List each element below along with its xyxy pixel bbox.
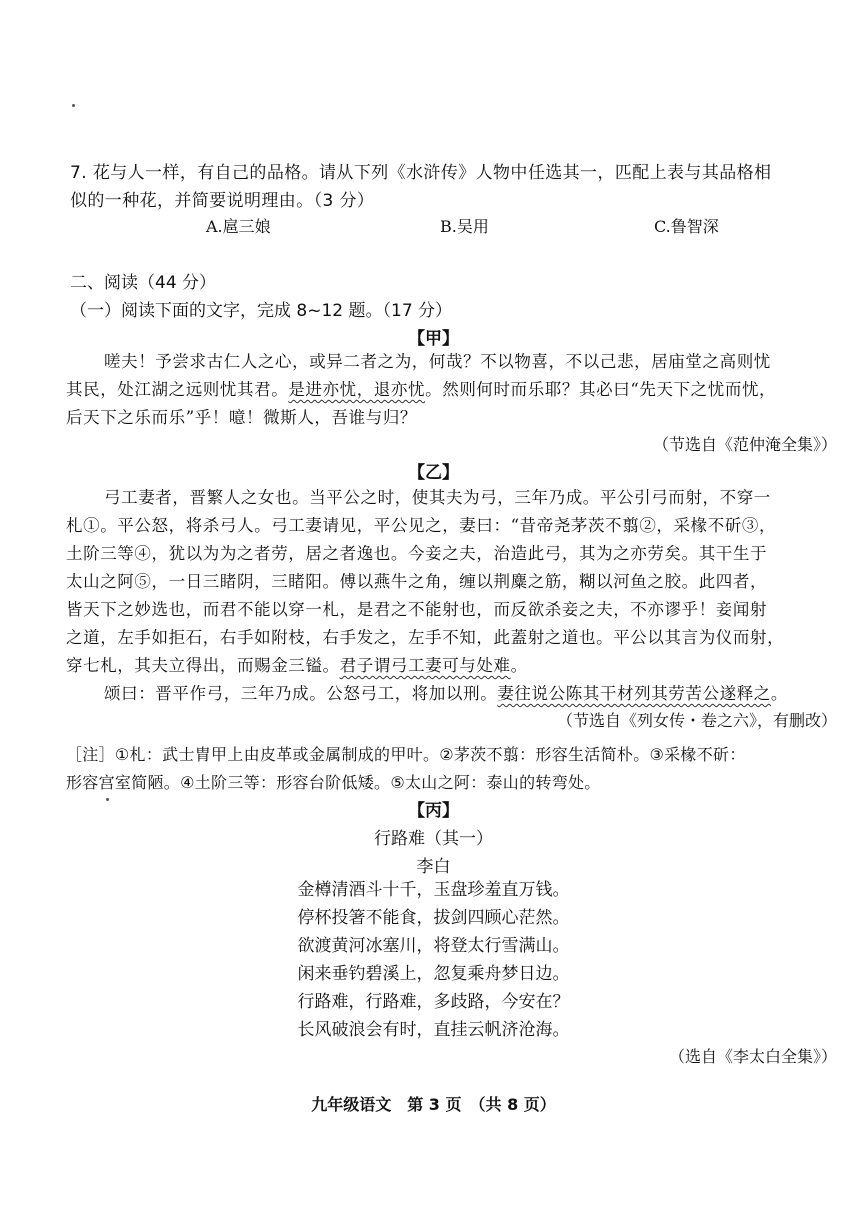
question-7-line-2: 似的一种花，并简要说明理由。（3 分）: [70, 191, 375, 211]
poem-author: 李白: [416, 857, 451, 877]
jia-source: （节选自《范仲淹全集》）: [652, 435, 837, 454]
jia-passage-cont: [66, 376, 846, 432]
poem-line: 闲来垂钓碧溪上，忽复乘舟梦日边。: [297, 964, 570, 984]
poem-line: 金樽清酒斗十千，玉盘珍羞直万钱。: [297, 880, 570, 900]
jia-line-2: [66, 376, 846, 404]
yi-line-6: 之道，左手如拒石，右手如附枝，右手发之，左手不知，此蓋射之道也。平公以其言为仪而射，: [66, 628, 785, 647]
jia-line-3: 后天下之乐而乐”乎！噫！微斯人，吾谁与归？: [66, 408, 418, 427]
yi-line-7: [66, 652, 846, 680]
option-b: B.吴用: [440, 217, 489, 236]
jia-line-2-a: 其民，处江湖之远则忧其君。: [66, 380, 289, 399]
page-footer: 九年级语文 第 3 页 （共 8 页）: [311, 1095, 556, 1114]
yi-line-5: 皆天下之妙选也，而君不能以穿一札，是君之不能射也，而反欲杀妾之夫，不亦谬乎！妾闻射: [66, 600, 768, 619]
question-7-line-1: 7. 花与人一样，有自己的品格。请从下列《水浒传》人物中任选其一，匹配上表与其品格相: [70, 163, 772, 183]
jia-underlined-sentence: 是进亦忧，退亦忧: [288, 380, 426, 399]
jia-line-2-c: 。然则何时而乐耶？其必曰“先天下之忧而忧，: [425, 380, 777, 399]
notes-line-1: ［注］①札：武士胄甲上由皮革或金属制成的甲叶。②茅茨不翦：形容生活简朴。③采椽不斫：: [66, 745, 746, 764]
section-2-title: 二、阅读（44 分）: [70, 273, 217, 293]
yi-passage: [104, 484, 844, 512]
jia-passage: [104, 348, 844, 376]
option-c: C.鲁智深: [654, 217, 719, 236]
option-a: A.扈三娘: [206, 217, 271, 236]
bing-source: （选自《李太白全集》）: [668, 1047, 837, 1066]
yi-line-3: 土阶三等④，犹以为为之者劳，居之者逸也。今妾之夫，治造此弓，其为之亦劳矣。其干生于: [66, 544, 768, 563]
yi-underlined-sentence: 君子谓弓工妻可与处难: [339, 656, 511, 675]
poem-title: 行路难（其一）: [374, 829, 493, 849]
poem-line: 停杯投箸不能食，拔剑四顾心茫然。: [297, 908, 570, 928]
poem-body: [0, 876, 867, 1044]
yi-ode: [104, 680, 864, 708]
yi-punctuation-sentence: 妻往说公陈其干材列其劳苦公遂释之: [497, 684, 771, 703]
yi-line-4: 太山之阿⑤，一日三睹阴，三睹阳。傅以燕牛之角，缠以荆麋之筋，糊以河鱼之胶。此四者，: [66, 572, 768, 591]
poem-line: 行路难，行路难，多歧路，今安在？: [297, 992, 570, 1012]
yi-passage-cont: [66, 512, 846, 680]
yi-line-7-c: 。: [510, 656, 528, 675]
yi-line-8: [104, 680, 864, 708]
poem-line: 长风破浪会有时，直挂云帆济沧海。: [297, 1020, 570, 1040]
poem-line: 欲渡黄河冰塞川，将登太行雪满山。: [297, 936, 570, 956]
section-2-subtitle: （一）阅读下面的文字，完成 8~12 题。（17 分）: [70, 301, 453, 321]
yi-line-2: 札①。平公怒，将杀弓人。弓工妻请见，平公见之，妻曰：“昔帝尧茅茨不翦②，采椽不斫③，: [66, 516, 777, 535]
yi-line-7-a: 穿七札，其夫立得出，而赐金三镒。: [66, 656, 340, 675]
scan-speck: [72, 104, 75, 107]
notes-line-2: 形容宫室简陋。④土阶三等：形容台阶低矮。⑤太山之阿：泰山的转弯处。: [66, 773, 601, 792]
jia-line-1: 嗟夫！予尝求古仁人之心，或异二者之为，何哉？不以物喜，不以己悲，居庙堂之高则忧: [104, 352, 771, 371]
yi-source: （节选自《列女传・卷之六》，有删改）: [556, 711, 837, 730]
yi-heading: 【乙】: [408, 463, 459, 483]
yi-line-1: 弓工妻者，晋繁人之女也。当平公之时，使其夫为弓，三年乃成。平公引弓而射，不穿一: [104, 488, 771, 507]
yi-line-8-a: 颂曰：晋平作弓，三年乃成。公怒弓工，将加以刑。: [104, 684, 498, 703]
yi-line-8-c: 。: [770, 684, 789, 703]
jia-heading: 【甲】: [408, 329, 459, 349]
bing-heading: 【丙】: [408, 801, 459, 821]
